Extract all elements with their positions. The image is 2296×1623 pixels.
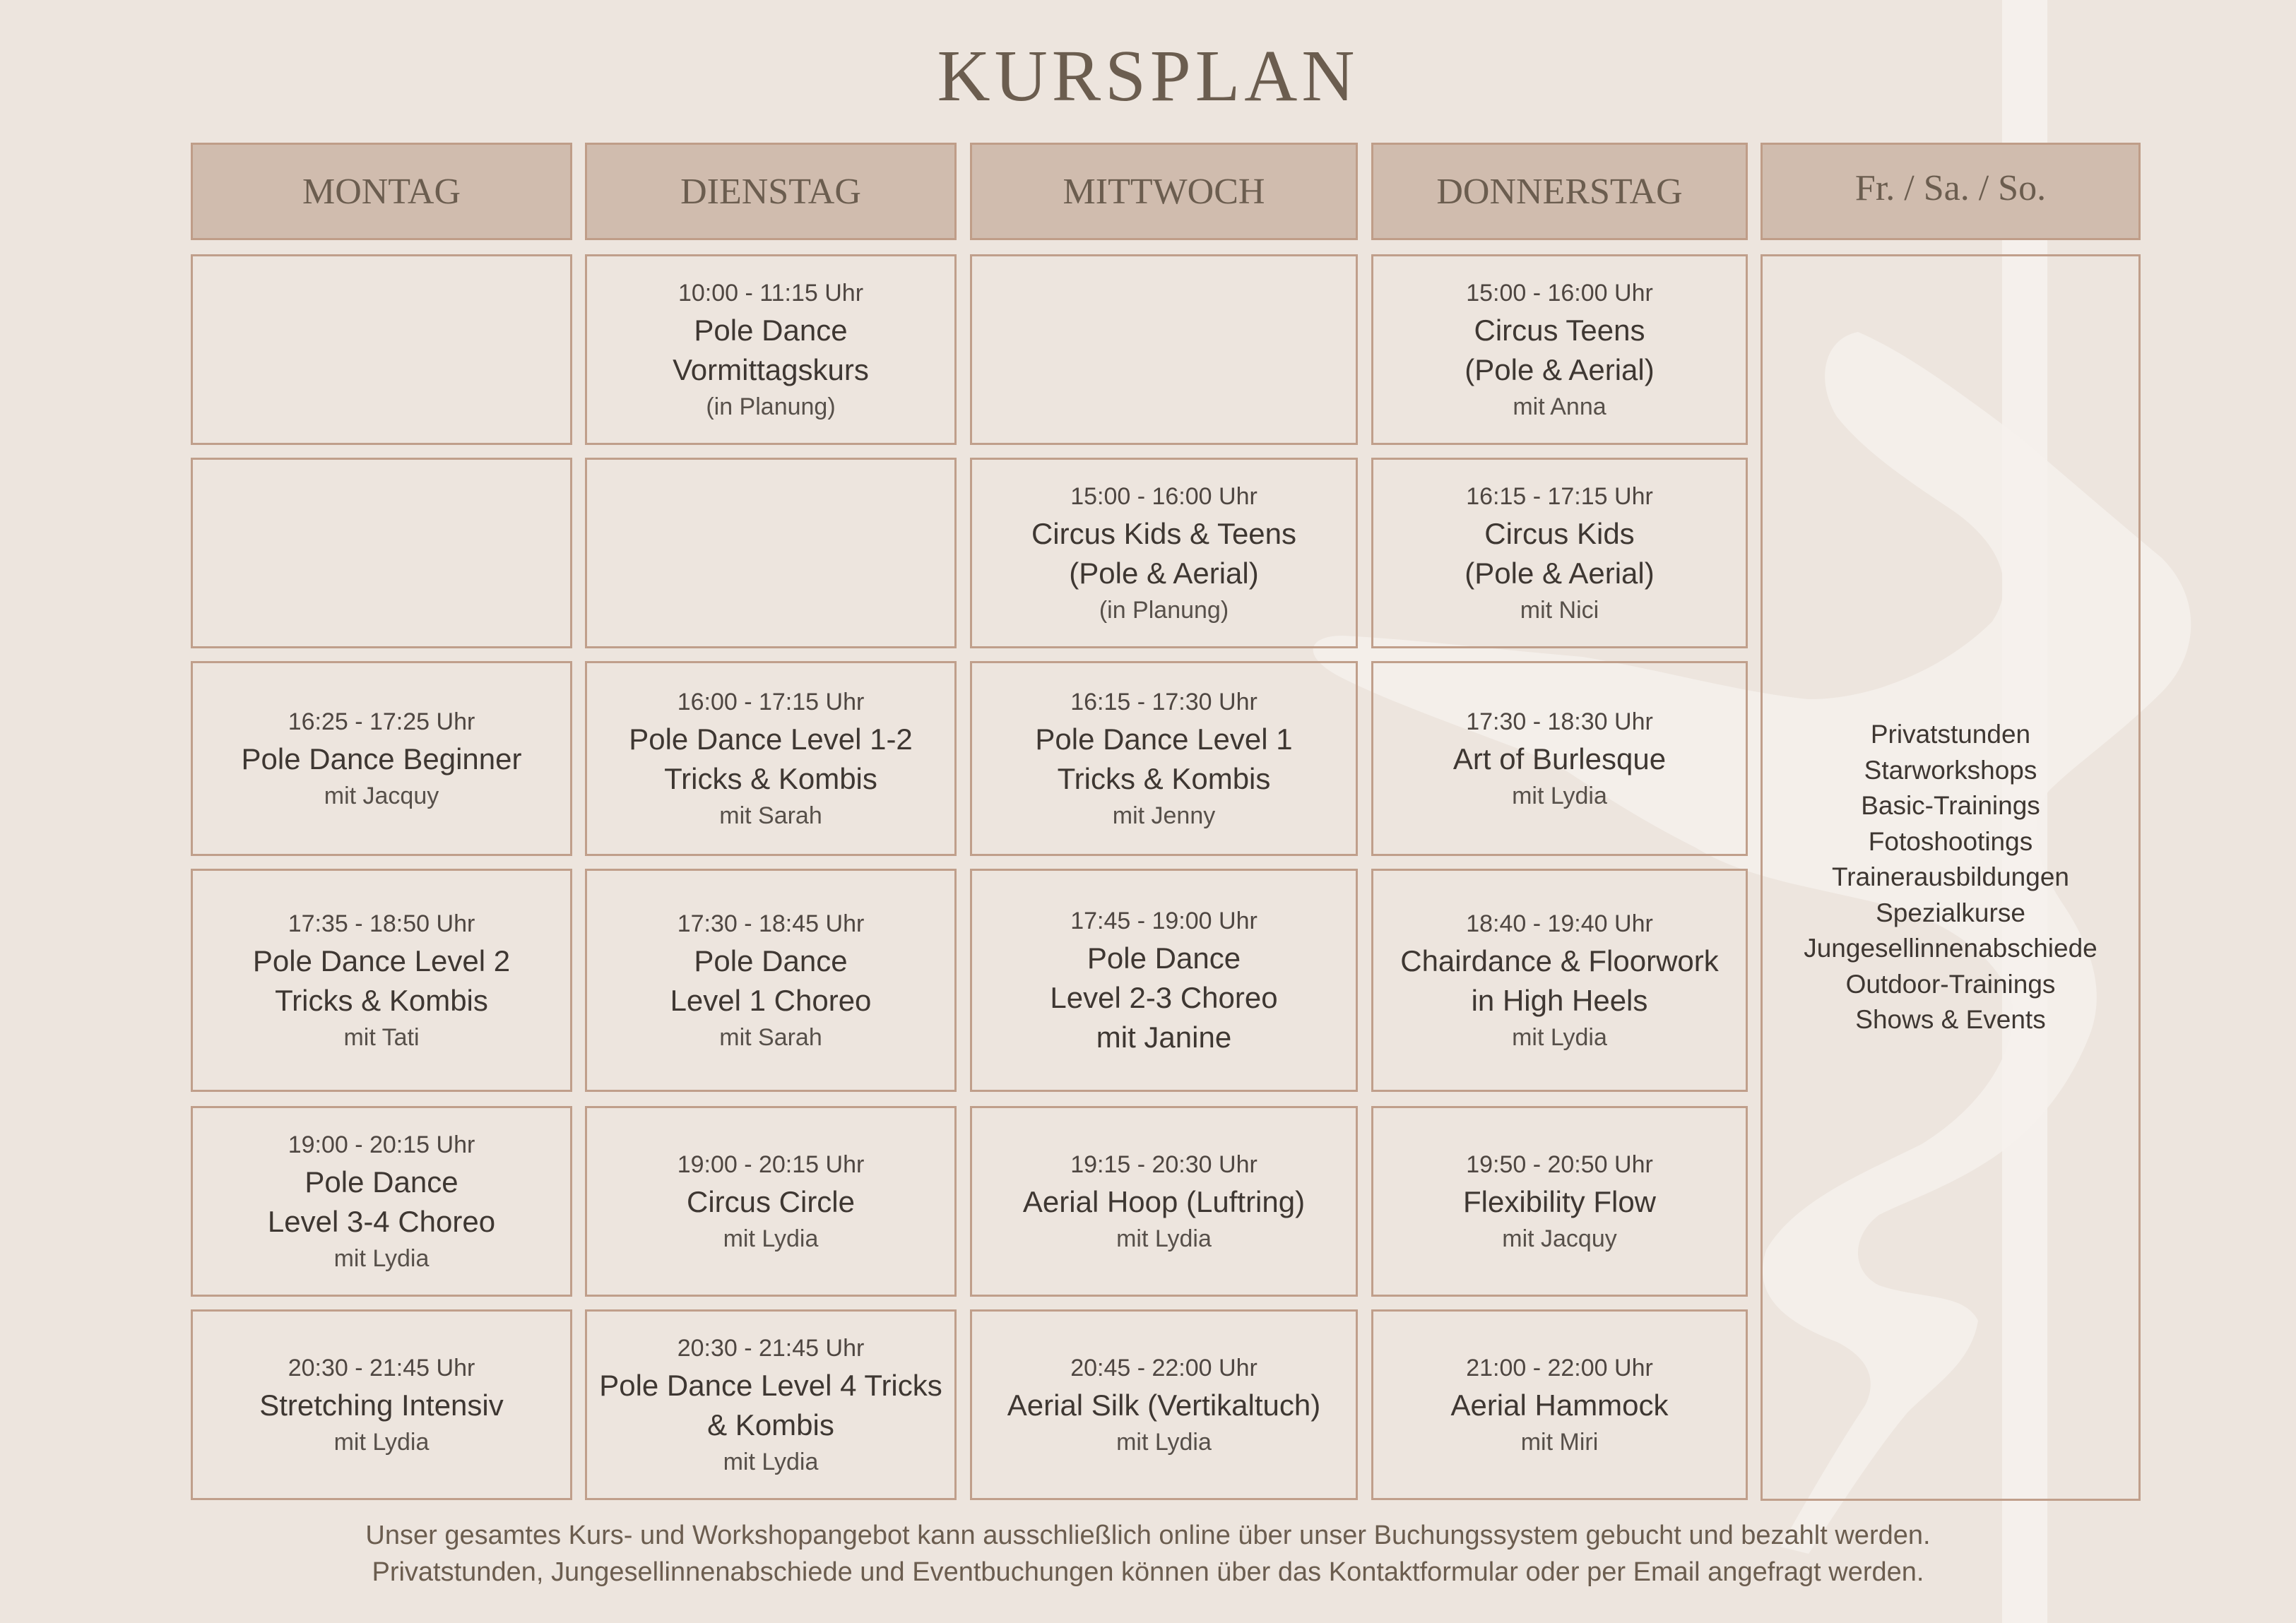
weekend-item: Jungesellinnenabschiede — [1804, 934, 2097, 963]
weekend-item: Spezialkurse — [1876, 898, 2025, 927]
course-cell-montag — [191, 1309, 572, 1500]
course-name: Aerial Silk (Vertikaltuch) — [1007, 1389, 1321, 1422]
course-name: Tricks & Kombis — [664, 762, 877, 795]
course-name: Tricks & Kombis — [275, 984, 488, 1017]
course-cell-dienstag — [585, 254, 957, 445]
empty-cell-montag — [191, 254, 572, 445]
course-time: 16:25 - 17:25 Uhr — [288, 708, 475, 735]
course-instructor: mit Jacquy — [324, 783, 439, 809]
course-cell-mittwoch — [970, 458, 1358, 648]
footer-line: Privatstunden, Jungesellinnenabschiede und Eventbuchungen können über das Kontaktformular oder per Email angefragt werden. — [372, 1557, 1924, 1587]
course-time: 16:15 - 17:30 Uhr — [1070, 689, 1258, 715]
day-header-dienstag: DIENSTAG — [585, 143, 957, 240]
page-title: KURSPLAN — [937, 35, 1359, 117]
course-instructor: mit Lydia — [723, 1225, 819, 1252]
course-instructor: mit Lydia — [333, 1429, 430, 1456]
empty-cell-mittwoch — [970, 254, 1358, 445]
course-name: Circus Kids — [1484, 517, 1635, 550]
course-time: 17:35 - 18:50 Uhr — [288, 910, 475, 937]
empty-cell-montag — [191, 458, 572, 648]
course-name: Level 1 Choreo — [670, 984, 872, 1017]
course-instructor: (in Planung) — [706, 393, 836, 420]
course-name: Pole Dance — [304, 1165, 458, 1199]
course-cell-dienstag — [585, 1106, 957, 1297]
course-cell-dienstag — [585, 869, 957, 1092]
course-name: Stretching Intensiv — [259, 1389, 504, 1422]
weekend-offer-box — [1761, 254, 2141, 1501]
weekend-item: Outdoor-Trainings — [1845, 969, 2056, 999]
course-name: Circus Kids & Teens — [1031, 517, 1297, 550]
course-name: Aerial Hammock — [1450, 1389, 1669, 1422]
course-cell-montag — [191, 661, 572, 856]
weekend-item: Starworkshops — [1864, 755, 2037, 785]
day-header-donnerstag: DONNERSTAG — [1371, 143, 1748, 240]
course-instructor: mit Lydia — [1512, 1024, 1607, 1051]
course-name: Circus Teens — [1474, 314, 1645, 347]
course-time: 10:00 - 11:15 Uhr — [677, 280, 864, 307]
course-name: Vormittagskurs — [673, 353, 869, 386]
course-instructor: mit Miri — [1520, 1429, 1599, 1456]
course-name: in High Heels — [1471, 984, 1648, 1017]
course-time: 20:30 - 21:45 Uhr — [288, 1355, 475, 1381]
weekend-item: Trainerausbildungen — [1832, 862, 2069, 892]
course-cell-dienstag — [585, 1309, 957, 1500]
course-name: Pole Dance Level 1 — [1035, 723, 1293, 756]
course-time: 19:15 - 20:30 Uhr — [1070, 1151, 1258, 1178]
course-time: 18:40 - 19:40 Uhr — [1466, 910, 1653, 937]
course-name: Tricks & Kombis — [1057, 762, 1271, 795]
course-time: 16:00 - 17:15 Uhr — [677, 689, 865, 715]
weekend-item: Shows & Events — [1855, 1005, 2046, 1035]
course-cell-donnerstag — [1371, 661, 1748, 856]
course-instructor: (in Planung) — [1099, 597, 1229, 624]
course-instructor: mit Lydia — [1512, 783, 1607, 809]
course-cell-mittwoch — [970, 1106, 1358, 1297]
weekend-item: Privatstunden — [1870, 720, 2031, 749]
course-name: Pole Dance Beginner — [241, 742, 522, 775]
course-cell-donnerstag — [1371, 458, 1748, 648]
course-time: 21:00 - 22:00 Uhr — [1466, 1355, 1653, 1381]
course-instructor: mit Jenny — [1112, 802, 1216, 829]
course-name: Pole Dance Level 4 Tricks — [599, 1369, 942, 1402]
course-time: 17:45 - 19:00 Uhr — [1070, 908, 1258, 934]
course-time: 19:00 - 20:15 Uhr — [677, 1151, 865, 1178]
course-name: Level 3-4 Choreo — [267, 1205, 496, 1238]
course-name: Pole Dance — [694, 944, 848, 977]
empty-cell-dienstag — [585, 458, 957, 648]
course-name: Pole Dance — [1087, 941, 1241, 975]
course-instructor: mit Nici — [1520, 597, 1599, 624]
course-instructor: mit Sarah — [719, 802, 822, 829]
course-cell-mittwoch — [970, 1309, 1358, 1500]
course-instructor: mit Lydia — [723, 1449, 819, 1475]
course-instructor: mit Lydia — [333, 1245, 430, 1272]
course-name: mit Janine — [1096, 1021, 1232, 1054]
course-time: 16:15 - 17:15 Uhr — [1466, 483, 1653, 510]
weekend-item: Basic-Trainings — [1861, 791, 2040, 821]
course-name: Circus Circle — [686, 1185, 855, 1218]
course-name: Level 2-3 Choreo — [1050, 981, 1278, 1014]
course-cell-donnerstag — [1371, 254, 1748, 445]
course-time: 20:45 - 22:00 Uhr — [1070, 1355, 1258, 1381]
course-name: (Pole & Aerial) — [1464, 557, 1655, 590]
day-header-weekend: Fr. / Sa. / So. — [1761, 143, 2141, 240]
footer-note — [0, 1517, 2296, 1591]
course-time: 20:30 - 21:45 Uhr — [677, 1335, 865, 1362]
course-instructor: mit Jacquy — [1502, 1225, 1617, 1252]
course-cell-donnerstag — [1371, 1106, 1748, 1297]
course-name: Art of Burlesque — [1452, 742, 1667, 775]
course-name: Flexibility Flow — [1462, 1185, 1657, 1218]
course-instructor: mit Lydia — [1116, 1429, 1212, 1456]
course-instructor: mit Tati — [343, 1024, 420, 1051]
course-name: & Kombis — [707, 1408, 834, 1441]
course-name: Pole Dance — [694, 314, 848, 347]
course-cell-dienstag — [585, 661, 957, 856]
course-time: 19:00 - 20:15 Uhr — [288, 1131, 475, 1158]
course-cell-mittwoch — [970, 661, 1358, 856]
course-name: Pole Dance Level 2 — [252, 944, 511, 977]
course-instructor: mit Anna — [1513, 393, 1606, 420]
course-name: (Pole & Aerial) — [1069, 557, 1259, 590]
footer-line: Unser gesamtes Kurs- und Workshopangebot kann ausschließlich online über unser Buchungssystem gebucht und bezahlt werden. — [365, 1521, 1931, 1550]
course-instructor: mit Lydia — [1116, 1225, 1212, 1252]
day-header-montag: MONTAG — [191, 143, 572, 240]
course-name: Chairdance & Floorwork — [1400, 944, 1719, 977]
course-cell-donnerstag — [1371, 869, 1748, 1092]
course-instructor: mit Sarah — [719, 1024, 822, 1051]
course-cell-montag — [191, 1106, 572, 1297]
weekend-item: Fotoshootings — [1868, 826, 2033, 856]
course-cell-mittwoch — [970, 869, 1358, 1092]
course-cell-montag — [191, 869, 572, 1092]
course-cell-donnerstag — [1371, 1309, 1748, 1500]
course-name: Pole Dance Level 1-2 — [629, 723, 913, 756]
course-time: 17:30 - 18:30 Uhr — [1466, 708, 1653, 735]
course-time: 15:00 - 16:00 Uhr — [1070, 483, 1258, 510]
course-time: 17:30 - 18:45 Uhr — [677, 910, 865, 937]
day-header-mittwoch: MITTWOCH — [970, 143, 1358, 240]
course-name: Aerial Hoop (Luftring) — [1022, 1185, 1306, 1218]
course-time: 19:50 - 20:50 Uhr — [1466, 1151, 1653, 1178]
course-time: 15:00 - 16:00 Uhr — [1466, 280, 1653, 307]
course-name: (Pole & Aerial) — [1464, 353, 1655, 386]
